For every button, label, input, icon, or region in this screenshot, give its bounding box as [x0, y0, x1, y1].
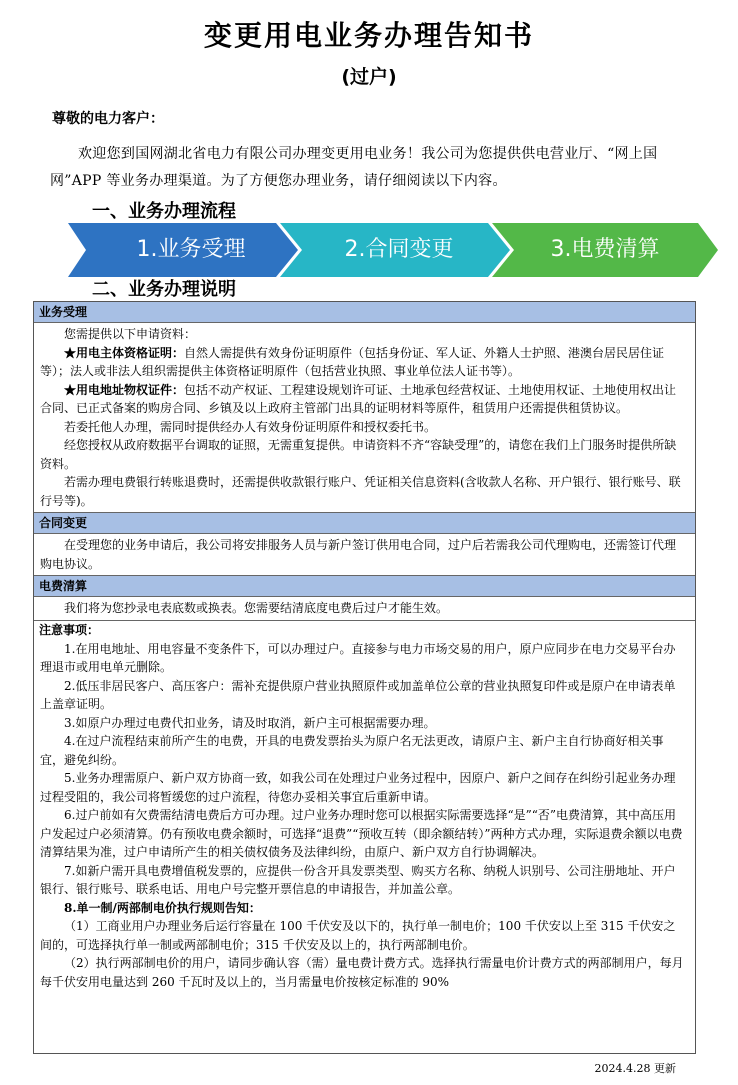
identity-proof-text: 自然人需提供有效身份证明原件（包括身份证、军人证、外籍人士护照、港澳台居民居住证等）；法人或非法人组织需提供主体资格证明原件（包括营业执照、事业单位法人证书等）。 — [40, 345, 665, 378]
notes-body — [34, 640, 695, 994]
property-proof-label: ★用电地址物权证件： — [64, 382, 185, 397]
settlement-header: 电费清算 — [34, 575, 695, 597]
identity-proof-label: ★用电主体资格证明： — [64, 345, 185, 360]
page-subtitle: (过户) — [341, 66, 397, 88]
note-8-title: 8.单一制/两部制电价执行规则告知： — [64, 900, 261, 915]
identity-proof — [40, 344, 687, 381]
note-3: 3.如原户办理过电费代扣业务，请及时取消，新户主可根据需要办理。 — [64, 715, 436, 730]
intro-paragraph: 欢迎您到国网湖北省电力有限公司办理变更用电业务！我公司为您提供供电营业厅、“网上国网”APP 等业务办理渠道。为了方便您办理业务，请仔细阅读以下内容。 — [50, 146, 658, 189]
section-heading-process: 一、业务办理流程 — [92, 201, 236, 222]
process-flow — [68, 223, 718, 277]
acceptance-lead: 您需提供以下申请资料： — [64, 327, 197, 341]
flow-step-2-label: 2.合同变更 — [344, 237, 454, 262]
note-4: 4.在过户流程结束前所产生的电费，开具的电费发票抬头为原户名无法更改，请原户主、新户主自行协商好相关事宜，避免纠纷。 — [40, 734, 664, 767]
acceptance-p3: 若需办理电费银行转账退费时，还需提供收款银行账户、凭证相关信息资料(含收款人名称、开户银行、银行账号、联行号等)。 — [40, 475, 681, 508]
property-proof-text: 包括不动产权证、工程建设规划许可证、土地承包经营权证、土地使用权证、土地使用权出让合同、已正式备案的购房合同、乡镇及以上政府主管部门出具的证明材料等原件，租赁用户还需提供租赁协议。 — [40, 382, 677, 415]
note-7: 7.如新户需开具电费增值税发票的，应提供一份含开具发票类型、购买方名称、纳税人识别号、公司注册地址、开户银行、银行账号、联系电话、用电户号完整开票信息的申请报告，并加盖公章。 — [40, 863, 676, 896]
note-2: 2.低压非居民客户、高压客户：需补充提供原户营业执照原件或加盖单位公章的营业执照复印件或是原户在申请表单上盖章证明。 — [40, 678, 676, 711]
note-6: 6.过户前如有欠费需结清电费后方可办理。过户业务办理时您可以根据实际需要选择“是”“否”电费清算，其中高压用户发起过户必须清算。仍有预收电费余额时，可选择“退费”“预收互转（即余额结转）”两种方式办理，实际退费余额以电费清算结果为准，过户申请所产生的相关债权债务及法律纠纷，由原户、新户双方自行协调解决。 — [40, 808, 683, 859]
flow-step-1-label: 1.业务受理 — [136, 237, 246, 262]
instructions-table — [33, 301, 696, 1054]
page-title: 变更用电业务办理告知书 — [203, 19, 534, 52]
flow-step-3-label: 3.电费清算 — [550, 237, 660, 262]
notes-header: 注意事项： — [34, 620, 695, 640]
update-date: 2024.4.28 更新 — [594, 1062, 676, 1075]
contract-text: 在受理您的业务申请后，我公司将安排服务人员与新户签订供用电合同，过户后若需我公司代理购电，还需签订代理购电协议。 — [40, 538, 677, 571]
acceptance-p1: 若委托他人办理，需同时提供经办人有效身份证明原件和授权委托书。 — [64, 419, 437, 434]
section-heading-instructions: 二、业务办理说明 — [92, 279, 236, 300]
note-1: 1.在用电地址、用电容量不变条件下，可以办理过户。直接参与电力市场交易的用户，原户应同步在电力交易平台办理退市或用电单元删除。 — [40, 641, 676, 674]
note-8-2: （2）执行两部制电价的用户，请同步确认容（需）量电费计费方式。选择执行需量电价计费方式的两部制用户，每月每千伏安用电量达到 260 千瓦时及以上的，当月需量电价按核定标准的 90% — [40, 956, 684, 989]
contract-body — [34, 534, 695, 575]
contract-header: 合同变更 — [34, 512, 695, 534]
property-proof — [40, 381, 687, 418]
greeting: 尊敬的电力客户： — [52, 111, 164, 127]
acceptance-p2: 经您授权从政府数据平台调取的证照，无需重复提供。申请资料不齐“容缺受理”的，请您在我们上门服务时提供所缺资料。 — [40, 438, 677, 471]
settlement-text: 我们将为您抄录电表底数或换表。您需要结清底度电费后过户才能生效。 — [64, 601, 449, 615]
note-5: 5.业务办理需原户、新户双方协商一致，如我公司在处理过户业务过程中，因原户、新户之间存在纠纷引起业务办理过程受阻的，我公司将暂缓您的过户流程，待您办妥相关事宜后重新申请。 — [40, 771, 676, 804]
settlement-body — [34, 597, 695, 620]
note-8-1: （1）工商业用户办理业务后运行容量在 100 千伏安及以下的，执行单一制电价；100 千伏安以上至 315 千伏安之间的，可选择执行单一制或两部制电价；315 千伏安及以上的，执行两部制电价。 — [40, 919, 676, 952]
acceptance-body — [34, 323, 695, 512]
acceptance-header: 业务受理 — [34, 302, 695, 323]
